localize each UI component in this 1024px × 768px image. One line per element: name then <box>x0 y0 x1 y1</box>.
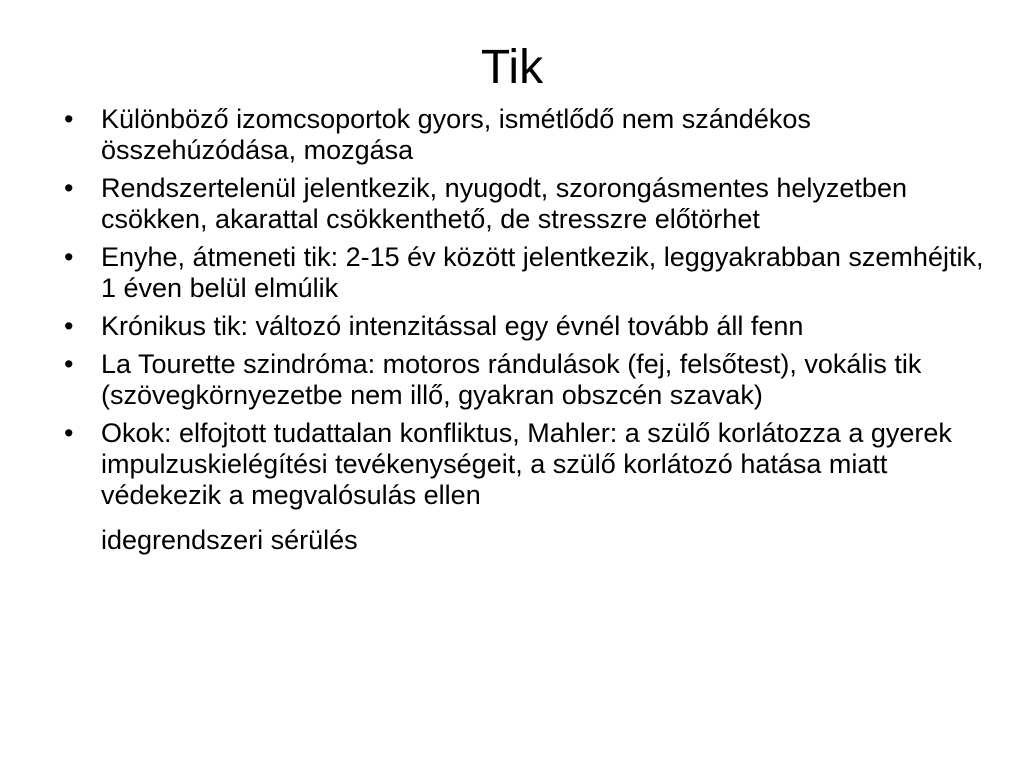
bullet-icon: • <box>64 349 74 379</box>
bullet-icon: • <box>64 104 74 134</box>
bullet-item <box>64 104 984 166</box>
slide-title: Tik <box>480 41 544 94</box>
bullet-text: Különböző izomcsoportok gyors, ismétlődő nem szándékos összehúzódása, mozgása <box>101 104 811 165</box>
bullet-icon: • <box>64 418 74 448</box>
bullet-text: Enyhe, átmeneti tik: 2-15 év között jelentkezik, leggyakrabban szemhéjtik, 1 éven belül elmúlik <box>101 242 984 303</box>
bullet-icon: • <box>64 242 74 272</box>
bullet-item <box>64 242 984 304</box>
bullet-item <box>64 173 984 235</box>
bullet-text: Rendszertelenül jelentkezik, nyugodt, szorongásmentes helyzetben csökken, akarattal csökkenthető, de stresszre előtörhet <box>101 173 907 234</box>
bullet-icon: • <box>64 173 74 203</box>
bullet-icon: • <box>64 311 74 341</box>
bullet-item <box>64 418 984 511</box>
bullet-item <box>64 311 984 342</box>
bullet-text: Krónikus tik: változó intenzitással egy évnél tovább áll fenn <box>101 311 804 341</box>
bullet-text: Okok: elfojtott tudattalan konfliktus, Mahler: a szülő korlátozza a gyerek impulzuskielégítési tevékenységeit, a szülő korlátozó hatása miatt védekezik a megvalósulás ellen <box>101 418 952 510</box>
continuation-line: idegrendszeri sérülés <box>101 525 358 555</box>
bullet-list <box>64 104 984 556</box>
bullet-text: La Tourette szindróma: motoros rándulások (fej, felsőtest), vokális tik (szövegkörnyezetbe nem illő, gyakran obszcén szavak) <box>101 349 922 410</box>
bullet-item <box>64 349 984 411</box>
